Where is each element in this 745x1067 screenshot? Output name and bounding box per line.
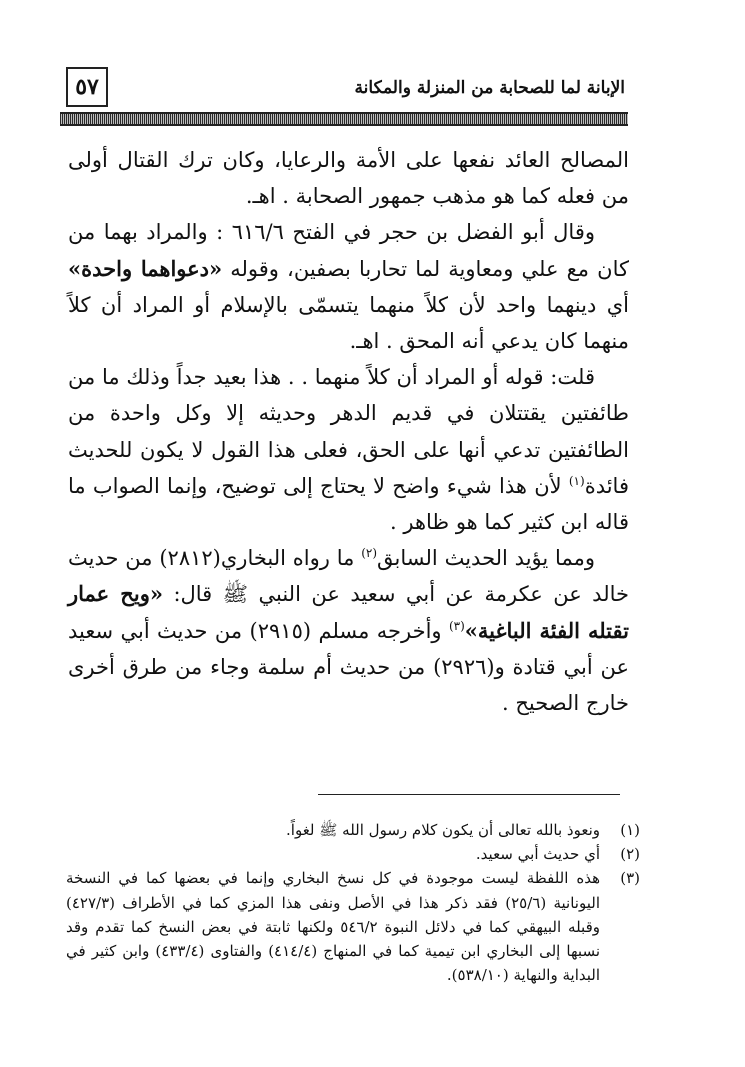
- paragraph-3-text-b: لأن هذا شيء واضح لا يحتاج إلى توضيح، وإنما الصواب ما قاله ابن كثير كما هو ظاهر .: [68, 473, 629, 535]
- footnote-1: [66, 818, 640, 842]
- footnote-marker: (١): [620, 821, 640, 839]
- footnote-marker: (٣): [620, 869, 640, 888]
- hadith-quote-1: «دعواهما واحدة»: [68, 255, 223, 281]
- paragraph-4-text-c: وأخرجه مسلم (٢٩١٥) من حديث أبي سعيد عن أبي قتادة و(٢٩٢٦) من حديث أم سلمة وجاء من طرق أخرى خارج الصحيح .: [68, 618, 629, 716]
- paragraph-4-text-b: ما رواه البخاري(٢٨١٢) من حديث خالد عن عكرمة عن أبي سعيد عن النبي ﷺ قال:: [68, 546, 629, 607]
- footnote-text: هذه اللفظة ليست موجودة في كل نسخ البخاري وإنما في بعضها كما في النسخة اليونانية (٢٥/٦) فقد ذكر هذا في الأصل ونفى هذا المزي كما في الأطراف (٤٢٧/٣) وقبله البيهقي كما في دلائل النبوة ٥٤٦/٢ ولكنها ثابتة في بعض النسخ كما تقدم وقد نسبها إلى البخاري ابن تيمية كما في المنهاج (٤١٤/٤) والفتاوى (٤٣٣/٤) وابن كثير في البداية والنهاية (٥٣٨/١٠).: [66, 869, 601, 985]
- paragraph-1: المصالح العائد نفعها على الأمة والرعايا، وكان ترك القتال أولى من فعله كما هو مذهب جمهور الصحابة . اهـ.: [68, 148, 629, 209]
- paragraph-2-text-b: أي دينهما واحد لأن كلاً منهما يتسمّى بالإسلام أو المراد أن كلاً منهما كان يدعي أنه المحق . اهـ.: [68, 292, 629, 354]
- footnotes: [66, 818, 640, 987]
- main-text: [68, 142, 629, 721]
- footnote-separator: [318, 794, 620, 795]
- paragraph-4: [68, 540, 629, 721]
- paragraph-4-text-a: ومما يؤيد الحديث السابق: [377, 546, 595, 571]
- footnote-ref-1[interactable]: (١): [568, 473, 585, 488]
- paragraph-3-text-a: قلت: قوله أو المراد أن كلاً منهما . . هذا بعيد جداً وذلك ما من طائفتين يقتتلان في قديم الدهر وحديثه إلا وكل واحدة من الطائفتين تدعي أنها على الحق، فعلى هذا القول لا يكون للحديث فائدة: [68, 365, 629, 498]
- paragraph-2: [68, 214, 629, 359]
- footnote-2: [66, 842, 640, 866]
- footnote-3: [66, 866, 640, 987]
- page-number: ٥٧: [66, 67, 108, 107]
- footnote-ref-2[interactable]: (٢): [361, 546, 378, 561]
- footnote-text: أي حديث أبي سعيد.: [475, 845, 600, 864]
- running-title: الإبانة لما للصحابة من المنزلة والمكانة: [354, 78, 625, 98]
- paragraph-3: [68, 359, 629, 540]
- footnote-text: ونعوذ بالله تعالى أن يكون كلام رسول الله ﷺ لغواً.: [286, 821, 600, 839]
- header-rule: [60, 112, 628, 126]
- hadith-quote-2: «ويح عمار تقتله الفئة الباغية»: [68, 581, 629, 643]
- paragraph-2-text-a: وقال أبو الفضل بن حجر في الفتح ٦١٦/٦ : والمراد بهما من كان مع علي ومعاوية لما تحاربا بصفين، وقوله: [68, 220, 629, 281]
- footnote-marker: (٢): [620, 845, 640, 864]
- footnote-ref-3[interactable]: (٣): [448, 618, 465, 633]
